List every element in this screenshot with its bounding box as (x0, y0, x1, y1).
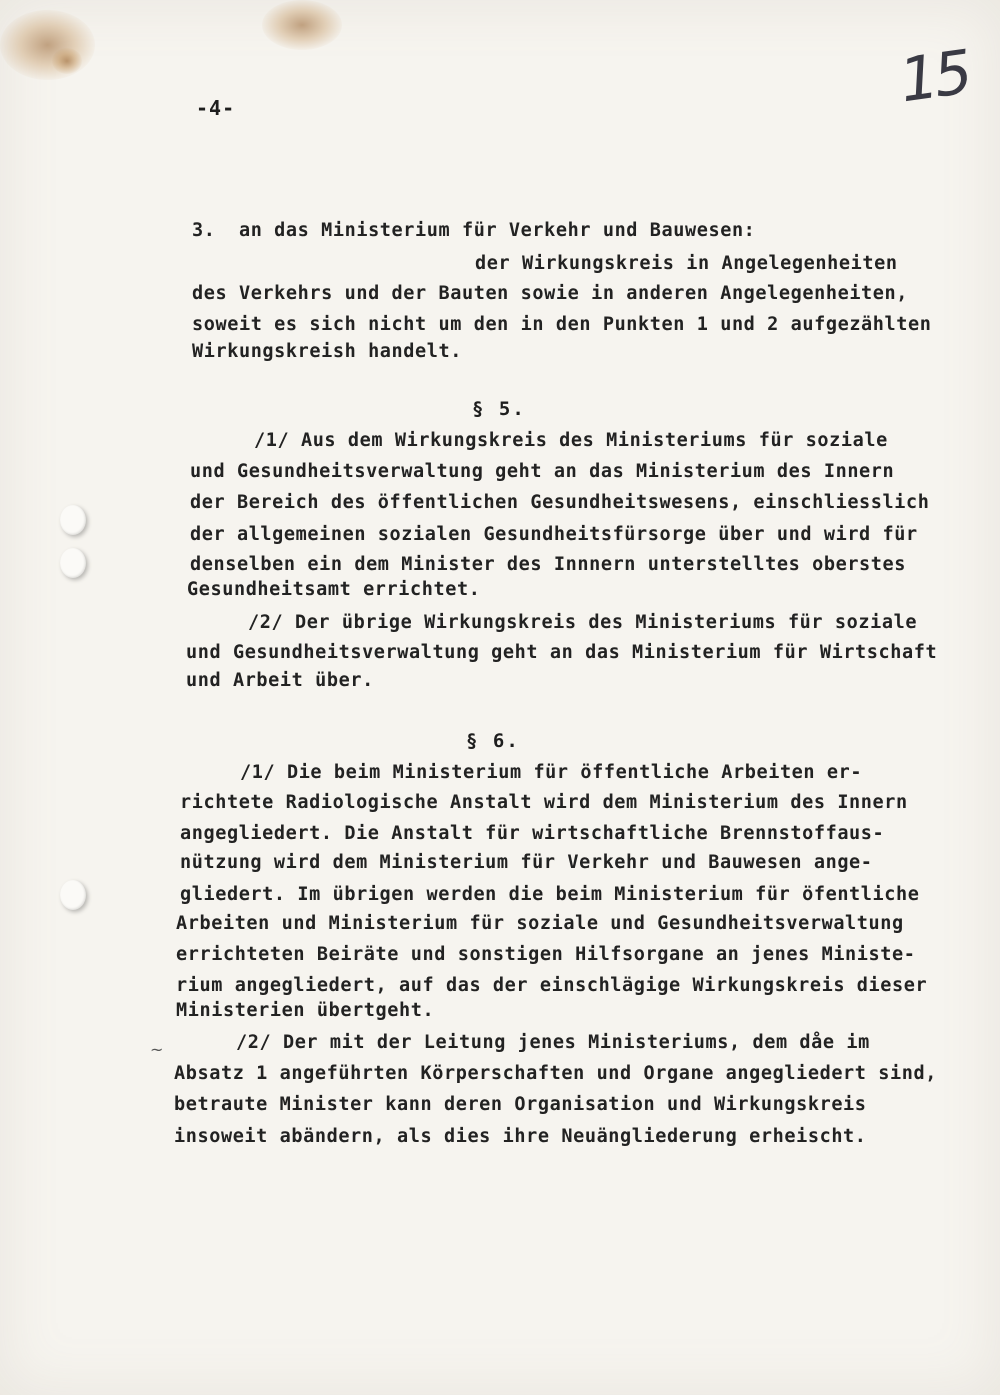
text-line: Absatz 1 angeführten Körperschaften und Organe angegliedert sind, (174, 1063, 937, 1084)
text-line: der Bereich des öffentlichen Gesundheitswesens, einschliesslich (190, 492, 930, 513)
punch-hole-3 (60, 880, 86, 910)
text-line: 3. an das Ministerium für Verkehr und Bauwesen: (192, 220, 756, 241)
text-line: gliedert. Im übrigen werden die beim Ministerium für öfentliche (180, 884, 920, 905)
punch-hole-2 (60, 548, 86, 578)
text-line: errichteten Beiräte und sonstigen Hilfsorgane an jenes Ministe- (176, 944, 916, 965)
text-line: der Wirkungskreis in Angelegenheiten (475, 253, 898, 274)
section-heading: § 5. (472, 398, 526, 420)
text-line: und Arbeit über. (186, 670, 374, 691)
text-line: Gesundheitsamt errichtet. (187, 579, 481, 600)
stain-top-center (262, 0, 342, 50)
folio-number: 15 (895, 37, 973, 117)
page-number: -4- (196, 96, 236, 120)
text-line: nützung wird dem Ministerium für Verkehr und Bauwesen ange- (180, 852, 873, 873)
text-line: /1/ Die beim Ministerium für öffentliche Arbeiten er- (240, 762, 863, 783)
text-line: /1/ Aus dem Wirkungskreis des Ministeriums für soziale (254, 430, 888, 451)
section-heading: § 6. (466, 730, 520, 752)
stain-top-left-small (52, 48, 82, 74)
text-line: rium angegliedert, auf das der einschlägige Wirkungskreis dieser (176, 975, 928, 996)
punch-hole-1 (60, 505, 86, 535)
text-line: /2/ Der mit der Leitung jenes Ministeriums, dem dåe im (236, 1032, 870, 1053)
text-line: Ministerien übertgeht. (176, 1000, 435, 1021)
text-line: soweit es sich nicht um den in den Punkten 1 und 2 aufgezählten (192, 314, 932, 335)
text-line: insoweit abändern, als dies ihre Neuängliederung erheischt. (174, 1126, 867, 1147)
text-line: /2/ Der übrige Wirkungskreis des Ministeriums für soziale (248, 612, 918, 633)
text-line: angegliedert. Die Anstalt für wirtschaftliche Brennstoffaus- (180, 823, 885, 844)
stain-top-left (0, 10, 95, 80)
text-line: Wirkungskreish handelt. (192, 341, 462, 362)
text-line: denselben ein dem Minister des Innnern unterstelltes oberstes (190, 554, 907, 575)
text-line: richtete Radiologische Anstalt wird dem Ministerium des Innern (180, 792, 908, 813)
text-line: und Gesundheitsverwaltung geht an das Ministerium für Wirtschaft (186, 642, 938, 663)
text-line: und Gesundheitsverwaltung geht an das Ministerium des Innern (190, 461, 895, 482)
text-line: der allgemeinen sozialen Gesundheitsfürsorge über und wird für (190, 524, 918, 545)
text-line: des Verkehrs und der Bauten sowie in anderen Angelegenheiten, (192, 283, 909, 304)
text-line: betraute Minister kann deren Organisation und Wirkungskreis (174, 1094, 867, 1115)
text-line: Arbeiten und Ministerium für soziale und Gesundheitsverwaltung (176, 913, 904, 934)
margin-mark: ~ (150, 1040, 164, 1059)
